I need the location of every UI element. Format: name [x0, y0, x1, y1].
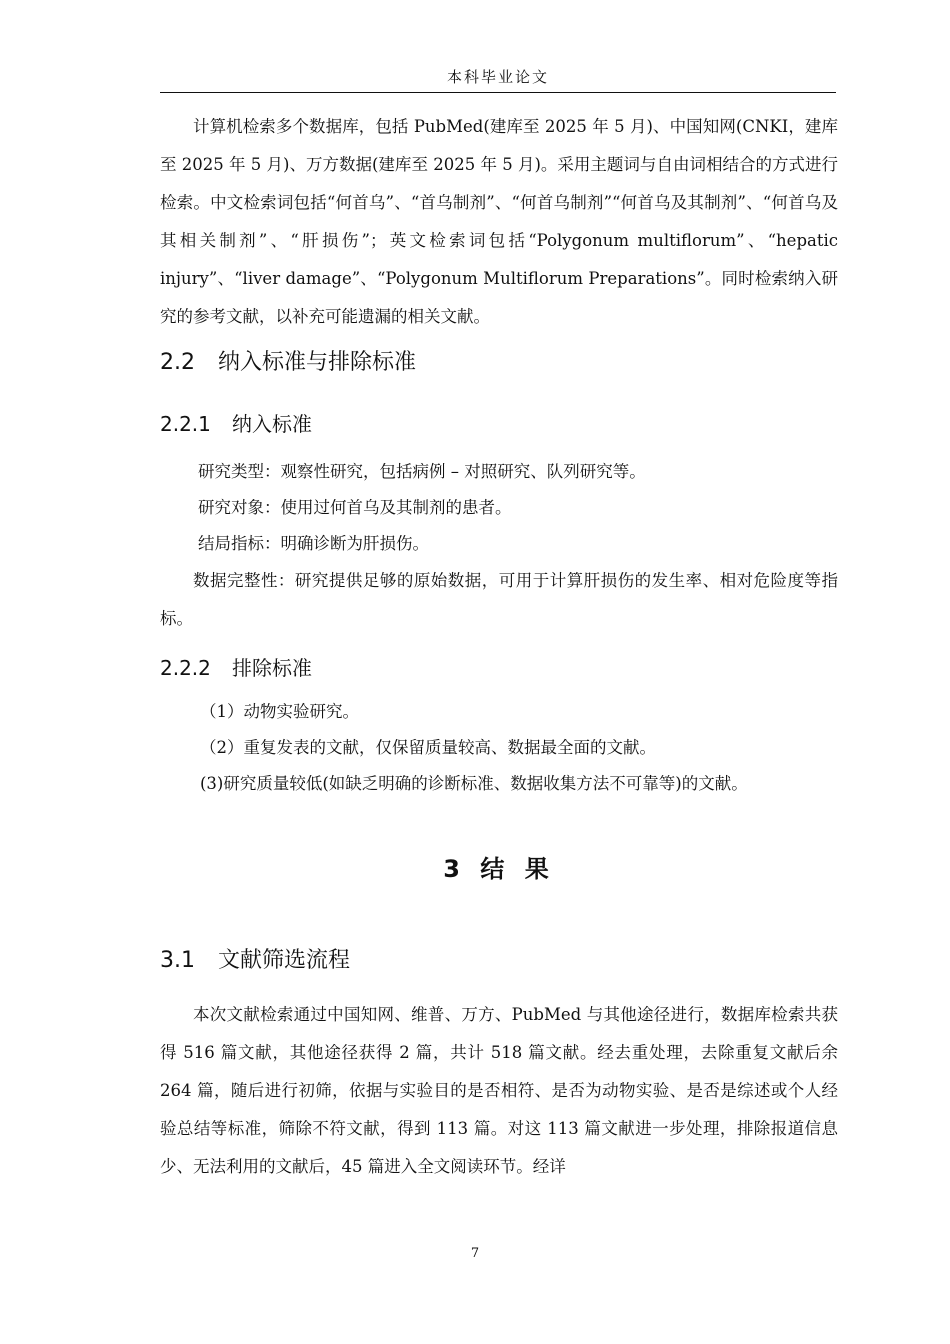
section-heading-2-2-1: [160, 410, 838, 438]
list-item: 结局指标：明确诊断为肝损伤。: [198, 534, 429, 553]
section-number: 2.2: [160, 350, 195, 375]
page-header: 本科毕业论文: [446, 68, 549, 86]
list-item: （2）重复发表的文献，仅保留质量较高、数据最全面的文献。: [200, 738, 656, 757]
section-title: 纳入标准: [232, 412, 312, 436]
screening-process-paragraph: 本次文献检索通过中国知网、维普、万方、PubMed 与其他途径进行，数据库检索共获得 516 篇文献，其他途径获得 2 篇，共计 518 篇文献。经去重处理，去除重复文献后余 264 篇，随后进行初筛，依据与实验目的是否相符、是否为动物实验、是否是综述或个人经验总结等标准，筛除不符文献，得到 113 篇。对这 113 篇文献进一步处理，排除报道信息少、无法利用的文献后，45 篇进入全文阅读环节。经详: [160, 1005, 838, 1176]
page-content: [160, 108, 838, 1186]
section-heading-2-2-2: [160, 654, 838, 682]
list-item: 研究类型：观察性研究，包括病例 – 对照研究、队列研究等。: [198, 462, 646, 481]
header-divider: [160, 92, 836, 93]
section-number: 2.2.1: [160, 412, 211, 436]
section-title: 纳入标准与排除标准: [218, 350, 417, 375]
section-title: 文献筛选流程: [218, 948, 351, 973]
search-strategy-paragraph: 计算机检索多个数据库，包括 PubMed(建库至 2025 年 5 月)、中国知网(CNKI，建库至 2025 年 5 月)、万方数据(建库至 2025 年 5 月)。采用主题词与自由词相结合的方式进行检索。中文检索词包括“何首乌”、“首乌制剂”、“何首乌制剂”“何首乌及其制剂”、“何首乌及其相关制剂”、“肝损伤”；英文检索词包括“Polygonum multiflorum”、“hepatic injury”、“liver damage”、“Polygonum Multiflorum Preparations”。同时检索纳入研究的参考文献，以补充可能遗漏的相关文献。: [160, 117, 838, 326]
list-item: 研究对象：使用过何首乌及其制剂的患者。: [198, 498, 512, 517]
chapter-heading: 3 结 果: [443, 855, 555, 883]
section-heading-2-2: [160, 348, 838, 378]
list-item: （1）动物实验研究。: [200, 702, 359, 721]
section-number: 2.2.2: [160, 656, 211, 680]
exclusion-criteria-list: [160, 694, 838, 802]
section-title: 排除标准: [232, 656, 312, 680]
page-number: 7: [470, 1246, 480, 1261]
data-completeness-paragraph: 数据完整性：研究提供足够的原始数据，可用于计算肝损伤的发生率、相对危险度等指标。: [160, 571, 838, 628]
list-item: (3)研究质量较低(如缺乏明确的诊断标准、数据收集方法不可靠等)的文献。: [200, 774, 748, 793]
section-heading-3-1: [160, 946, 838, 976]
section-number: 3.1: [160, 948, 195, 973]
inclusion-criteria-list: [160, 454, 838, 562]
